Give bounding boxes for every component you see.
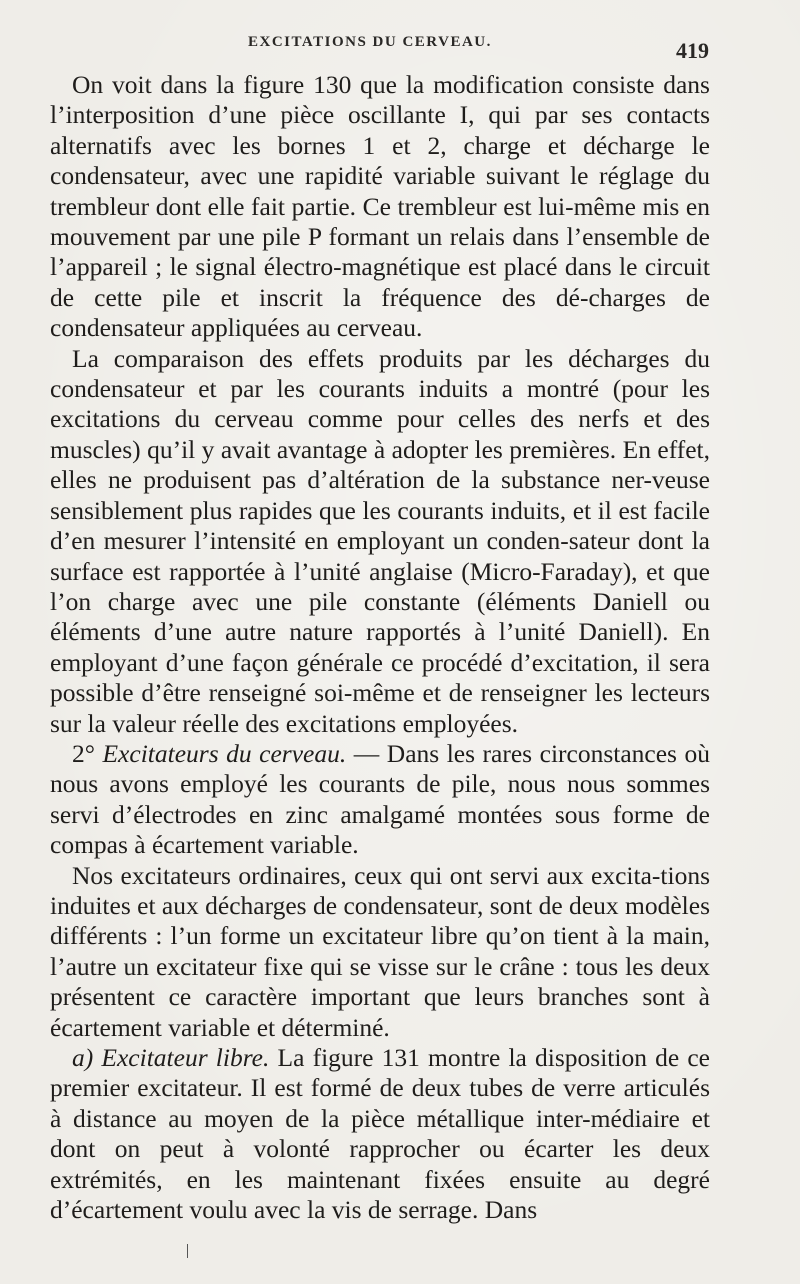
paragraph-4 bbox=[50, 861, 710, 1043]
subsection-heading: a) Excitateur libre. bbox=[72, 1043, 270, 1072]
paragraph-5-text: La figure 131 montre la disposition de ce premier excitateur. Il est formé de deux tubes de verre articulés à distance au moyen de la pièce métallique inter-médiaire et dont on peut à volonté rapprocher ou écarter les deux extrémités, en les maintenant fixées ensuite au degré d’écartement voulu avec la vis de serrage. Dans bbox=[50, 1043, 710, 1225]
paragraph-3 bbox=[50, 739, 710, 861]
section-number: 2° bbox=[72, 738, 103, 768]
paragraph-5 bbox=[50, 1043, 710, 1225]
print-mark bbox=[187, 1244, 188, 1258]
paragraph-2 bbox=[50, 344, 710, 739]
running-head: EXCITATIONS DU CERVEAU. bbox=[248, 34, 492, 50]
page-number: 419 bbox=[676, 38, 709, 63]
paragraph-1 bbox=[50, 70, 710, 344]
body-text bbox=[50, 70, 710, 1225]
paragraph-2-text: La comparaison des effets produits par les décharges du condensateur et par les courants induits a montré (pour les excitations du cerveau comme pour celles des nerfs et des muscles) qu’il y avait avantage à adopter les premières. En effet, elles ne produisent pas d’altération de la substance ner-veuse sensiblement plus rapides que les courants induits, et il est facile d’en mesurer l’intensité en employant un conden-sateur dont la surface est rapportée à l’unité anglaise (Micro-Faraday), et que l’on charge avec une pile constante (éléments Daniell ou éléments d’une autre nature rapportés à l’unité Daniell). En employant d’une façon générale ce procédé d’excitation, il sera possible d’être renseigné soi-même et de renseigner les lecteurs sur la valeur réelle des excitations employées. bbox=[50, 343, 710, 738]
paragraph-4-text: Nos excitateurs ordinaires, ceux qui ont servi aux excita-tions induites et aux décharges de condensateur, sont de deux modèles différents : l’un forme un excitateur libre qu’on tient à la main, l’autre un excitateur fixe qui se visse sur le crâne : tous les deux présentent ce caractère important que leurs branches sont à écartement variable et déterminé. bbox=[50, 860, 710, 1042]
paragraph-3-text: — Dans les rares circonstances où nous avons employé les courants de pile, nous nous sommes servi d’électrodes en zinc amalgamé montées sous forme de compas à écartement variable. bbox=[50, 738, 710, 860]
section-heading: Excitateurs du cerveau. bbox=[102, 738, 347, 768]
paragraph-1-text: On voit dans la figure 130 que la modification consiste dans l’interposition d’une pièce oscillante I, qui par ses contacts alternatifs avec les bornes 1 et 2, charge et décharge le condensateur, avec une rapidité variable suivant le réglage du trembleur dont elle fait partie. Ce trembleur est lui-même mis en mouvement par une pile P formant un relais dans l’ensemble de l’appareil ; le signal électro-magnétique est placé dans le circuit de cette pile et inscrit la fréquence des dé-charges de condensateur appliquées au cerveau. bbox=[50, 70, 710, 343]
